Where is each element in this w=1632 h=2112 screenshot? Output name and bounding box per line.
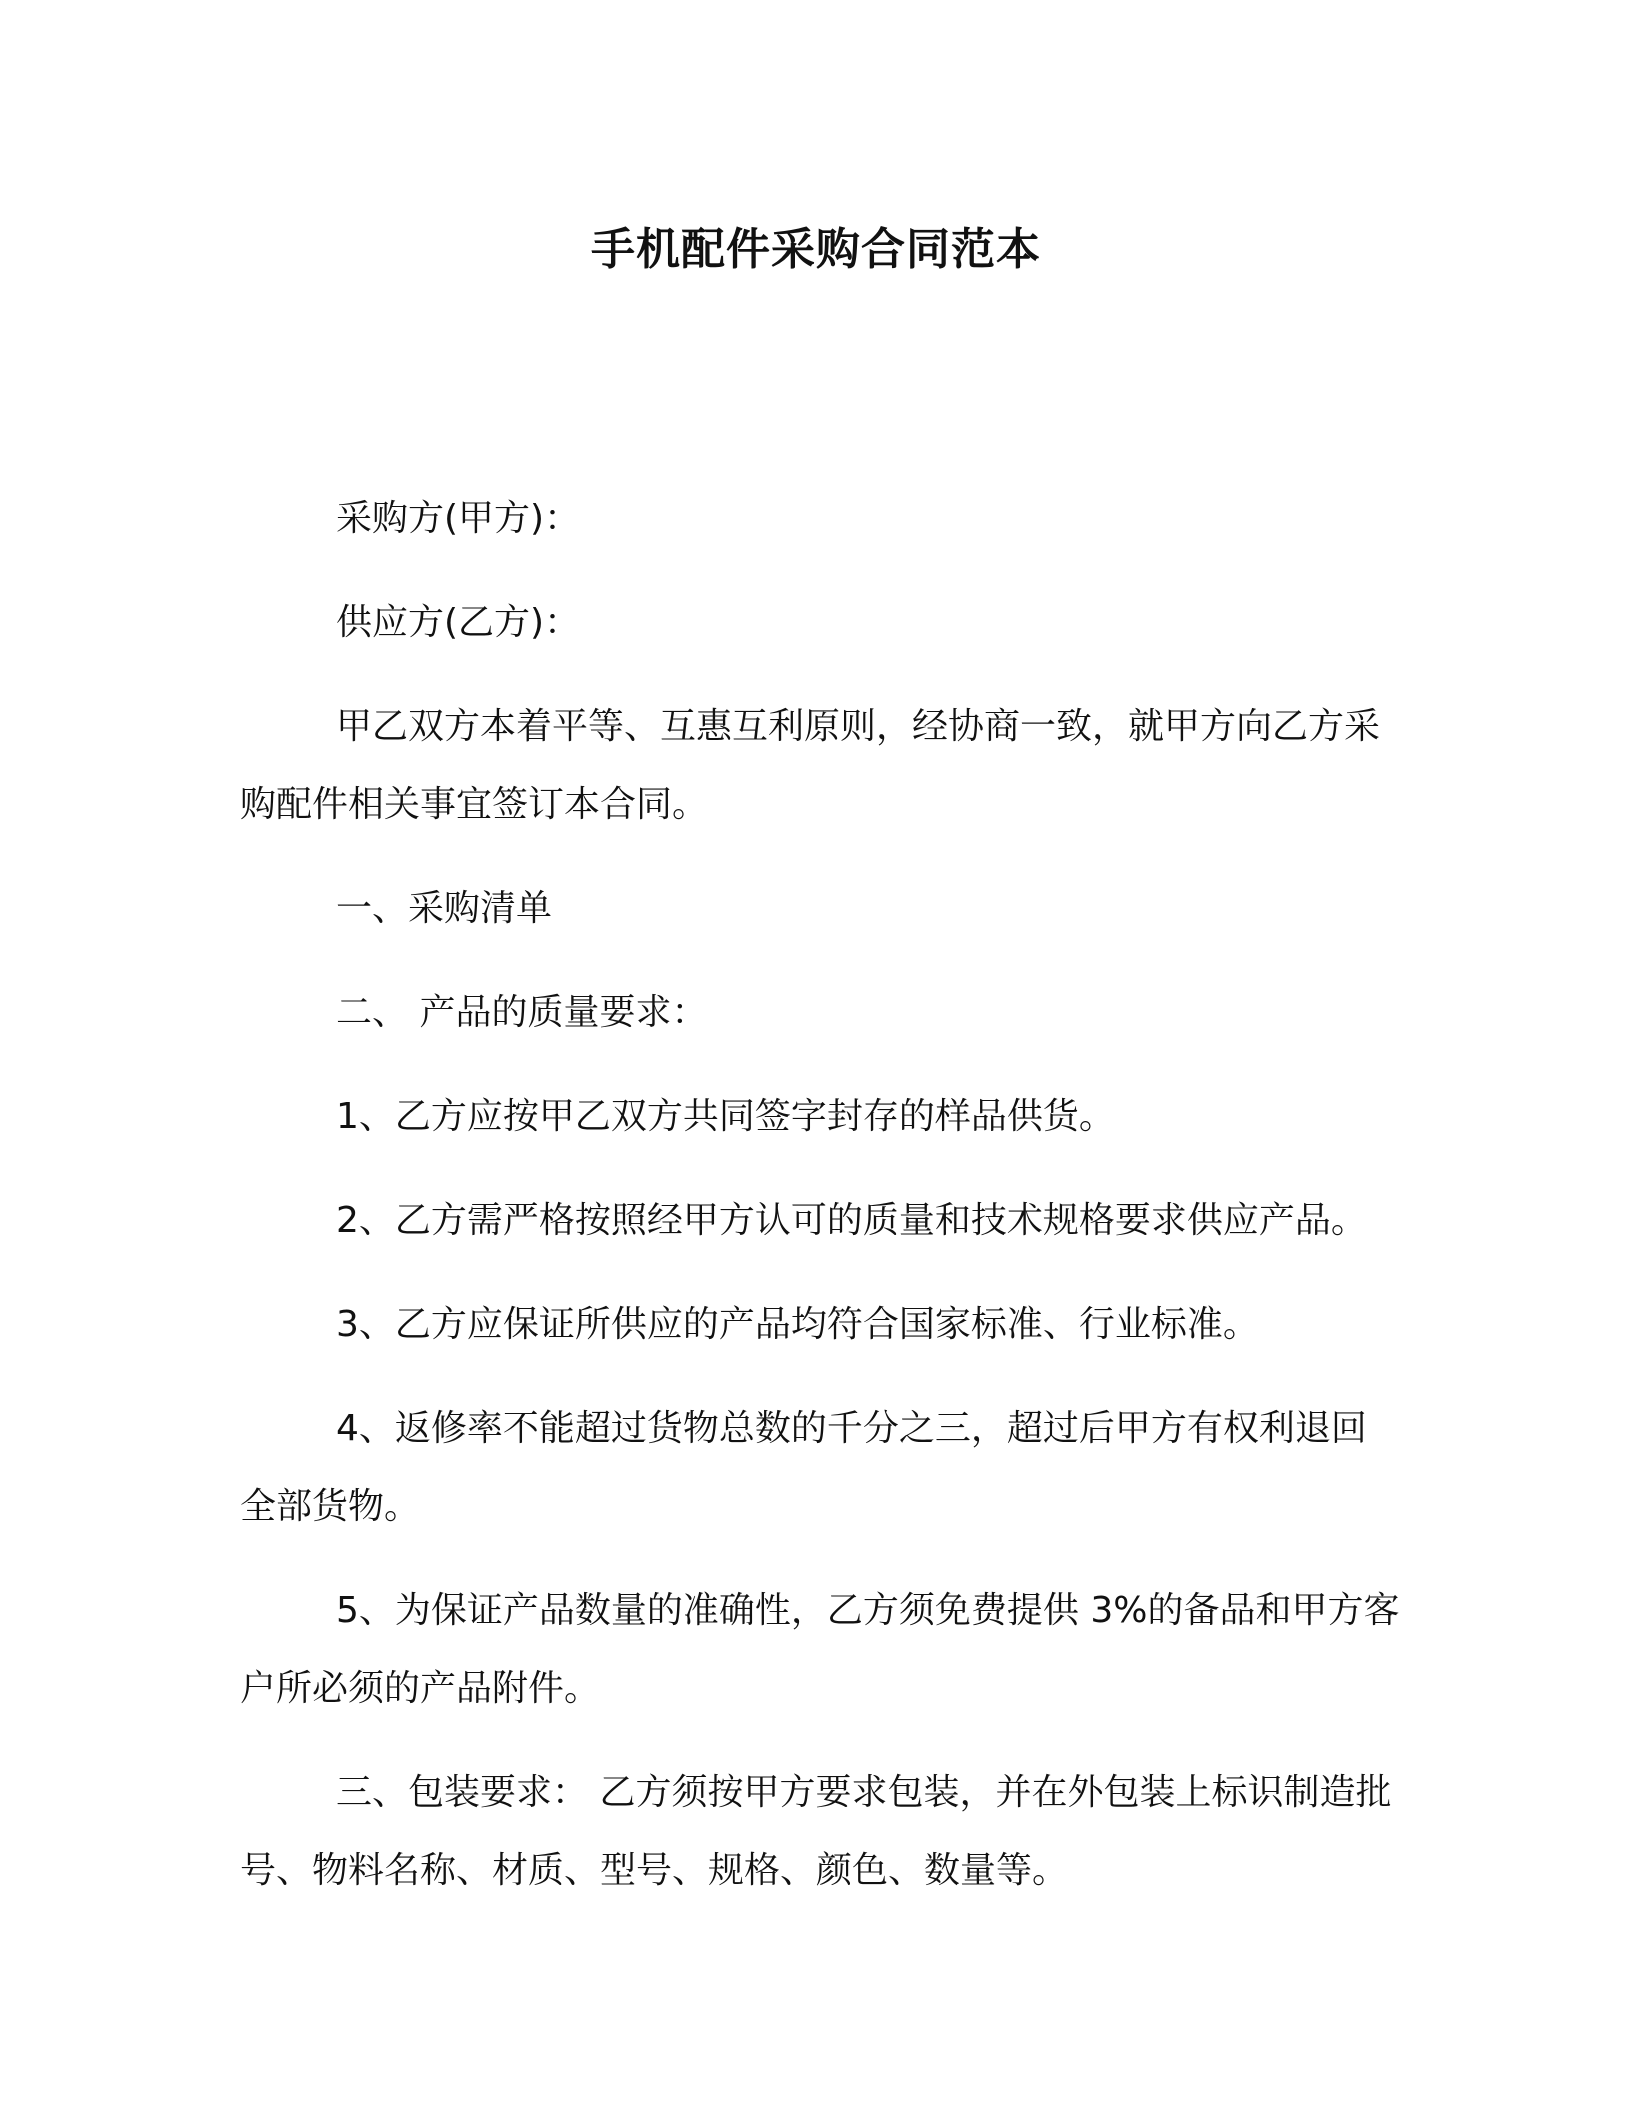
quality-clause-3: 3、乙方应保证所供应的产品均符合国家标准、行业标准。 <box>336 1304 1259 1345</box>
quality-clause-5: 5、为保证产品数量的准确性，乙方须免费提供 3%的备品和甲方客户所必须的产品附件。 <box>240 1590 1400 1709</box>
party-b-line: 供应方(乙方)： <box>336 602 581 643</box>
quality-clause-1: 1、乙方应按甲乙双方共同签字封存的样品供货。 <box>336 1096 1115 1137</box>
section-heading-purchase-list: 一、采购清单 <box>336 888 553 929</box>
document-title: 手机配件采购合同范本 <box>591 224 1041 275</box>
quality-clause-2: 2、乙方需严格按照经甲方认可的质量和技术规格要求供应产品。 <box>336 1200 1367 1241</box>
section-packaging: 三、包装要求： 乙方须按甲方要求包装，并在外包装上标识制造批号、物料名称、材质、型号、规格、颜色、数量等。 <box>240 1772 1392 1891</box>
section-heading-quality: 二、 产品的质量要求： <box>336 992 708 1033</box>
party-a-line: 采购方(甲方)： <box>336 498 581 539</box>
preamble-paragraph: 甲乙双方本着平等、互惠互利原则，经协商一致，就甲方向乙方采购配件相关事宜签订本合同。 <box>240 706 1381 825</box>
quality-clause-4: 4、返修率不能超过货物总数的千分之三，超过后甲方有权利退回全部货物。 <box>240 1408 1367 1527</box>
